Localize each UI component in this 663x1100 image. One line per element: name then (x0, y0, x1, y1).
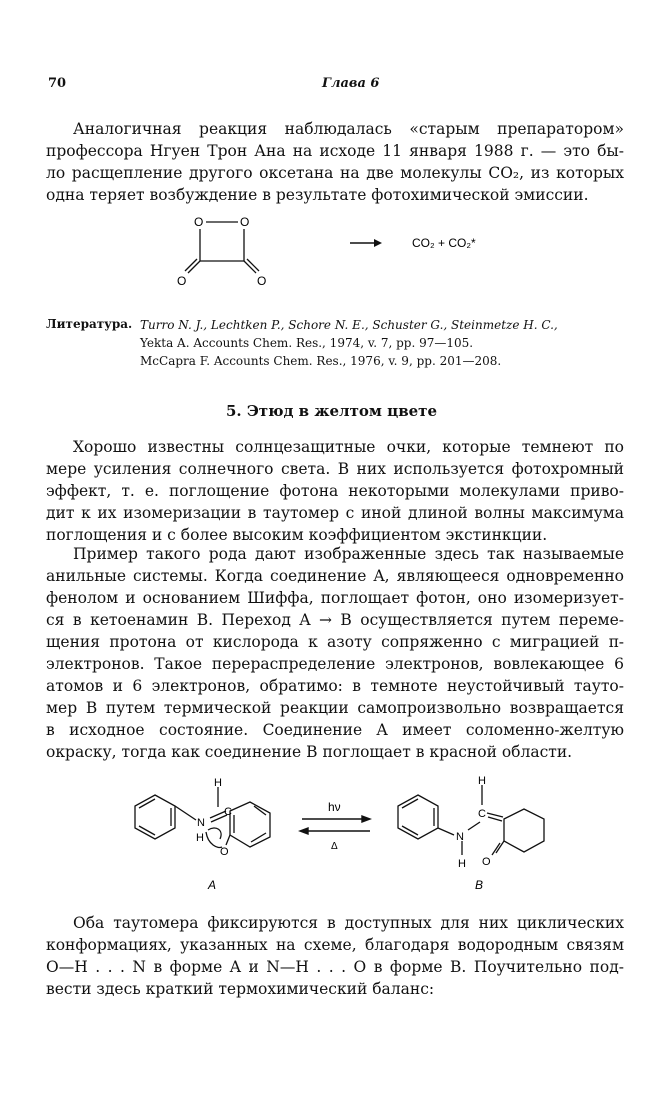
atom-c-b: C (478, 808, 486, 820)
atom-h-bottom-a: H (196, 832, 204, 844)
atom-o-b: O (482, 856, 491, 868)
paragraph-line: профессора Нгуен Трон Ана на исходе 11 января 1988 г. — это бы- (46, 142, 624, 160)
atom-n-b: N (456, 831, 464, 843)
paragraph-line: Оба таутомера фиксируются в доступных для них циклических (73, 914, 624, 932)
paragraph-line: фенолом и основанием Шиффа, поглощает фотон, оно изомеризует- (46, 589, 624, 607)
forward-label: hν (328, 800, 341, 814)
paragraph-line: конформациях, указанных на схеме, благодаря водородным связям (46, 936, 624, 954)
atom-n-a: N (197, 817, 205, 829)
atom-c-a: C (224, 806, 232, 818)
paragraph-1 (46, 118, 624, 206)
phenyl-double-a-1 (139, 799, 155, 808)
phenyl-double-b-3 (402, 826, 418, 835)
paragraph-2 (46, 436, 624, 546)
paragraph-line: анильные системы. Когда соединение A, являющееся одновременно (46, 567, 624, 585)
paragraph-line: ло расщепление другого оксетана на две молекулы CO₂, из которых (46, 164, 624, 182)
anil-tautomerism-scheme (120, 775, 560, 900)
n-phenyl-bond-a (175, 806, 196, 820)
c-o-bond-a (226, 835, 230, 845)
reverse-label: Δ (331, 841, 338, 852)
literature-line: Yekta A. Accounts Chem. Res., 1974, v. 7, pp. 97—105. (140, 336, 474, 350)
paragraph-line: щения протона от кислорода к азоту сопряженно с миграцией π- (46, 633, 624, 651)
atom-o-a: O (220, 846, 229, 858)
literature-label: Литература. (46, 317, 133, 331)
phenyl-ring-b (398, 795, 438, 839)
literature-text: Turro N. J., Lechtken P., Schore N. E., Schuster G., Steinmetze H. C., (140, 318, 558, 332)
paragraph-line: одна теряет возбуждение в результате фотохимической эмиссии. (46, 186, 589, 204)
phenyl-double-a-3 (139, 826, 155, 835)
literature-line: McCapra F. Accounts Chem. Res., 1976, v. 9, pp. 201—208. (140, 354, 502, 368)
compound-label-b: B (475, 878, 484, 892)
running-head: Глава 6 (322, 76, 380, 91)
c-c-double-b-2 (487, 813, 503, 817)
paragraph-3 (46, 543, 624, 763)
ring-oxygen-left: O (194, 215, 204, 229)
atom-h-top-b: H (478, 775, 486, 787)
dioxetanedione-scheme (150, 205, 530, 295)
paragraph-line: O—H . . . N в форме A и N—H . . . O в форме B. Поучительно под- (46, 958, 624, 976)
forward-arrow-head (362, 816, 370, 822)
atom-h-top-a: H (214, 777, 222, 789)
paragraph-line: Хорошо известны солнцезащитные очки, которые темнеют по (73, 438, 624, 456)
paragraph-line: ся в кетоенамин B. Переход A → B осуществляется путем переме- (46, 611, 624, 629)
carbonyl-oxygen-right: O (257, 274, 267, 288)
products-text: CO₂ + CO₂* (412, 236, 476, 250)
n-phenyl-bond-b (438, 828, 454, 835)
paragraph-line: в исходное состояние. Соединение A имеет соломенно-желтую (46, 721, 624, 739)
reverse-arrow-head (300, 828, 308, 834)
paragraph-4 (46, 912, 624, 1000)
literature-line (140, 316, 625, 334)
paragraph-line: атомов и 6 электронов, обратимо: в темноте неустойчивый тауто- (46, 677, 624, 695)
paragraph-line: вести здесь краткий термохимический баланс: (46, 980, 435, 998)
paragraph-line: Пример такого рода дают изображенные здесь так называемые (73, 545, 624, 563)
paragraph-line: эффект, т. е. поглощение фотона некоторыми молекулами приво- (46, 482, 624, 500)
carbonyl-oxygen-left: O (177, 274, 187, 288)
paragraph-line: окраску, тогда как соединение B поглощает в красной области. (46, 743, 573, 761)
paragraph-line: дит к их изомеризации в таутомер с иной длиной волны максимума (46, 504, 624, 522)
c-c-double-b (488, 817, 502, 821)
paragraph-line: электронов. Такое перераспределение электронов, вовлекающее 6 (46, 655, 624, 673)
phenol-ring-a (230, 802, 270, 847)
ring-oxygen-right: O (240, 215, 250, 229)
phenyl-ring-a (135, 795, 175, 839)
paragraph-line: мере усиления солнечного света. В них используется фотохромный (46, 460, 624, 478)
paragraph-line: Аналогичная реакция наблюдалась «старым препаратором» (73, 120, 624, 138)
reaction-arrow-head (374, 239, 382, 247)
compound-label-a: A (208, 878, 217, 892)
cyclohexanone-ring-b (504, 809, 544, 852)
page-number: 70 (48, 76, 67, 91)
electron-arrow-a-2 (208, 828, 221, 839)
paragraph-line: поглощения и с более высоким коэффициентом экстинкции. (46, 526, 548, 544)
atom-h-bottom-b: H (458, 858, 466, 870)
paragraph-line: мер B путем термической реакции самопроизвольно возвращается (46, 699, 624, 717)
section-title: 5. Этюд в желтом цвете (225, 402, 438, 420)
n-c-bond-b (468, 822, 480, 830)
phenyl-double-b-1 (402, 799, 418, 808)
